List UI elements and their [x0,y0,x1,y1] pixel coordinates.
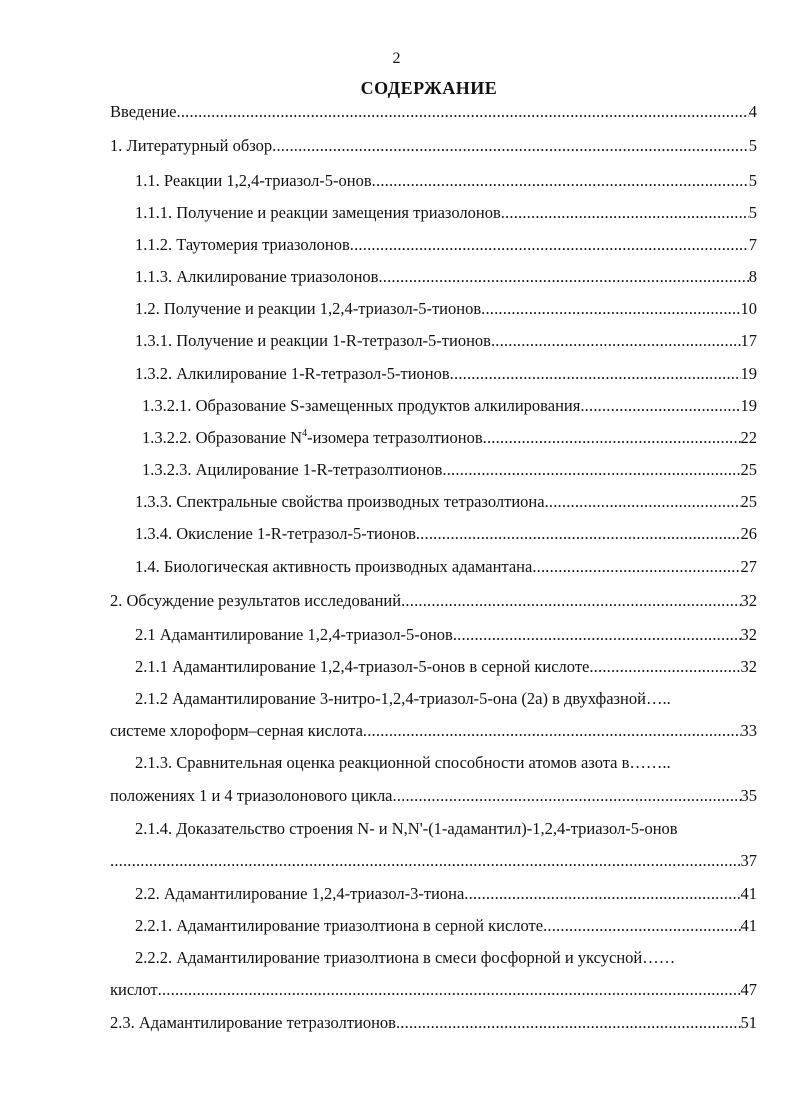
toc-page-number: 41 [740,884,757,903]
toc-page-number: 32 [740,625,757,644]
toc-entry-text: 1.2. Получение и реакции 1,2,4-триазол-5-тионов [135,299,482,318]
toc-entry-1-4 [135,557,757,577]
toc-entry-1-1 [135,171,757,191]
toc-entry-1-1-1 [135,203,757,223]
toc-entry-2-1-3 [110,786,757,806]
toc-page-number: 7 [748,235,757,254]
toc-page-number: 19 [740,396,757,415]
toc-leader-dots [580,396,740,416]
toc-entry-text: системе хлороформ–серная кислота [110,721,363,740]
toc-page-number: 35 [740,786,757,805]
toc-entry-2-1-2 [110,721,757,741]
toc-leader-dots [177,102,749,122]
toc-leader-dots [401,591,740,611]
toc-entry-2-3 [110,1013,757,1033]
toc-page-number: 26 [740,524,757,543]
toc-entry-text [142,428,483,448]
toc-entry-text: 1.1. Реакции 1,2,4-триазол-5-онов [135,171,372,190]
toc-leader-dots [110,851,741,871]
toc-entry-text: 1.4. Биологическая активность производных адамантана [135,557,533,576]
toc-page-number: 22 [740,428,757,447]
toc-page-number: 37 [740,851,757,870]
toc-entry-1-3-2-1 [142,396,757,416]
toc-page-number: 27 [740,557,757,576]
toc-entry-text: 1.3.2. Алкилирование 1-R-тетразол-5-тионов [135,364,450,383]
toc-entry-text: положениях 1 и 4 триазолонового цикла [110,786,393,805]
toc-leader-dots [483,428,741,448]
toc-leader-dots [442,460,740,480]
toc-leader-dots [416,524,741,544]
toc-entry-intro [110,102,757,122]
toc-entry-1-3-4 [135,524,757,544]
toc-page-number: 32 [740,591,757,610]
toc-entry-2-2-2 [110,980,757,1000]
toc-entry-2 [110,591,757,611]
toc-entry-1-3-2-3 [142,460,757,480]
toc-entry-1-3-3 [135,492,757,512]
toc-entry-text: кислот [110,980,158,999]
toc-entry-text: 1.3.4. Окисление 1-R-тетразол-5-тионов [135,524,416,543]
toc-entry-text: 1.3.3. Спектральные свойства производных тетразолтиона [135,492,545,511]
page-title: СОДЕРЖАНИЕ [360,78,498,98]
toc-page-number: 41 [740,916,757,935]
toc-entry-2-2 [135,884,757,904]
toc-entry-text: 1.1.2. Таутомерия триазолонов [135,235,350,254]
toc-entry-2-1-1 [135,657,757,677]
toc-entry-text: 2.3. Адамантилирование тетразолтионов [110,1013,396,1032]
toc-page-number: 25 [740,492,757,511]
toc-entry-1 [110,136,757,156]
toc-entry-text: 1. Литературный обзор [110,136,273,155]
toc-entry-text: 2.1 Адамантилирование 1,2,4-триазол-5-онов [135,625,453,644]
toc-page-number: 25 [740,460,757,479]
superscript: 4 [302,427,308,439]
toc-page-number: 47 [740,980,757,999]
toc-page-number: 5 [748,171,757,190]
toc-page-number: 32 [740,657,757,676]
toc-leader-dots [378,267,748,287]
toc-leader-dots [545,492,741,512]
toc-page-number: 17 [740,331,757,350]
toc-entry-2-2-2-line1: 2.2.2. Адамантилирование триазолтиона в смеси фосфорной и уксусной…… [135,948,676,967]
toc-leader-dots [372,171,749,191]
toc-entry-2-1-4 [110,851,757,871]
toc-entry-text: 2.2. Адамантилирование 1,2,4-триазол-3-тиона [135,884,465,903]
toc-leader-dots [481,299,740,319]
toc-entry-text: 1.3.2.3. Ацилирование 1-R-тетразолтионов [142,460,443,479]
toc-entry-1-1-2 [135,235,757,255]
toc-page-number: 8 [748,267,757,286]
toc-entry-text: 2.1.1 Адамантилирование 1,2,4-триазол-5-онов в серной кислоте [135,657,590,676]
toc-entry-text: 1.3.2.1. Образование S-замещенных продуктов алкилирования [142,396,581,415]
toc-leader-dots [589,657,740,677]
toc-entry-2-1 [135,625,757,645]
toc-leader-dots [363,721,741,741]
toc-page-number: 19 [740,364,757,383]
toc-entry-1-3-1 [135,331,757,351]
toc-entry-1-3-2 [135,364,757,384]
toc-entry-1-2 [135,299,757,319]
toc-leader-dots [453,625,741,645]
toc-leader-dots [272,136,749,156]
toc-entry-text: Введение [110,102,177,121]
toc-entry-1-1-3 [135,267,757,287]
toc-leader-dots [393,786,741,806]
toc-leader-dots [396,1013,741,1033]
toc-page-number: 4 [748,102,757,121]
toc-leader-dots [450,364,741,384]
toc-entry-text: 1.3.1. Получение и реакции 1-R-тетразол-5-тионов [135,331,491,350]
toc-entry-text: 1.1.3. Алкилирование триазолонов [135,267,379,286]
toc-leader-dots [543,916,740,936]
toc-entry-text-part: 1.3.2.2. Образование N [142,428,303,447]
toc-page-number: 5 [748,203,757,222]
toc-page-number: 10 [740,299,757,318]
page-number: 2 [392,50,401,67]
toc-page-number: 5 [748,136,757,155]
toc-leader-dots [501,203,749,223]
toc-entry-text: 2.2.1. Адамантилирование триазолтиона в серной кислоте [135,916,544,935]
toc-page-number: 51 [740,1013,757,1032]
toc-leader-dots [464,884,740,904]
toc-entry-text: 2. Обсуждение результатов исследований [110,591,402,610]
toc-leader-dots [350,235,749,255]
toc-entry-2-2-1 [135,916,757,936]
toc-leader-dots [532,557,740,577]
toc-entry-2-1-2-line1: 2.1.2 Адамантилирование 3-нитро-1,2,4-триазол-5-она (2а) в двухфазной….. [135,689,671,708]
toc-leader-dots [158,980,741,1000]
toc-leader-dots [491,331,741,351]
toc-entry-2-1-3-line1: 2.1.3. Сравнительная оценка реакционной способности атомов азота в…….. [135,753,671,772]
toc-page-number: 33 [740,721,757,740]
toc-entry-text-part: -изомера тетразолтионов [307,428,483,447]
toc-entry-1-3-2-2 [142,428,757,448]
toc-entry-text: 1.1.1. Получение и реакции замещения триазолонов [135,203,501,222]
toc-entry-2-1-4-line1: 2.1.4. Доказательство строения N- и N,N'-(1-адамантил)-1,2,4-триазол-5-онов [135,819,678,838]
